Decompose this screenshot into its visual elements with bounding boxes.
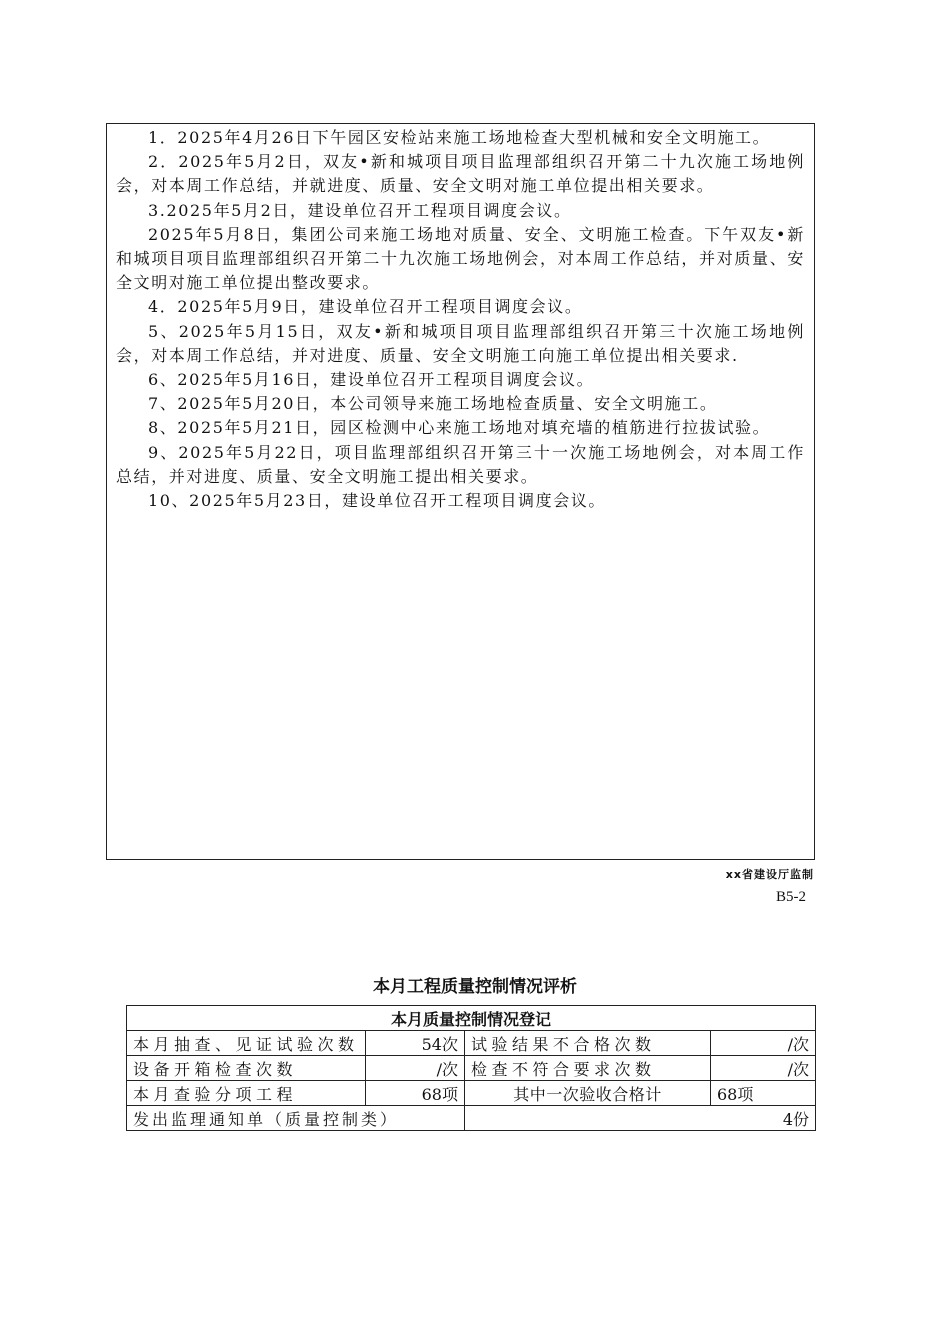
table-row (127, 1106, 816, 1131)
cell-value-b: /次 (711, 1056, 816, 1081)
cell-value-a: /次 (366, 1056, 465, 1081)
notice-value: 4份 (465, 1106, 816, 1131)
cell-label-b: 其中一次验收合格计 (465, 1081, 711, 1106)
log-line-4: 2025年5月8日，集团公司来施工场地对质量、安全、文明施工检查。下午双友•新和城项目项目监理部组织召开第二十九次施工场地例会，对本周工作总结，并对质量、安全文明对施工单位提出整改要求。 (116, 224, 805, 293)
log-line-1: 1．2025年4月26日下午园区安检站来施工场地检查大型机械和安全文明施工。 (148, 128, 771, 147)
table-header: 本月质量控制情况登记 (127, 1006, 816, 1031)
cell-value-b: 68项 (711, 1081, 816, 1106)
log-line-5: 4．2025年5月9日，建设单位召开工程项目调度会议。 (148, 297, 583, 317)
table-row (127, 1056, 816, 1081)
log-line-3: 3.2025年5月2日，建设单位召开工程项目调度会议。 (148, 200, 572, 220)
supervise-note: xx省建设厅监制 (725, 868, 814, 881)
cell-value-a: 54次 (366, 1031, 465, 1056)
table-row (127, 1081, 816, 1106)
supervision-log-box (106, 123, 815, 860)
log-line-9: 8、2025年5月21日，园区检测中心来施工场地对填充墙的植筋进行拉拔试验。 (148, 418, 771, 438)
cell-label-b: 试验结果不合格次数 (465, 1031, 711, 1056)
cell-value-b: /次 (711, 1031, 816, 1056)
log-line-6: 5、2025年5月15日，双友•新和城项目项目监理部组织召开第三十次施工场地例会，对本周工作总结，并对进度、质量、安全文明施工向施工单位提出相关要求. (116, 321, 805, 365)
form-code: B5-2 (776, 889, 806, 905)
cell-label-a: 本月抽查、见证试验次数 (127, 1031, 366, 1056)
table-row (127, 1031, 816, 1056)
notice-label: 发出监理通知单（质量控制类） (127, 1106, 465, 1131)
cell-label-b: 检查不符合要求次数 (465, 1056, 711, 1081)
table-header-row (127, 1006, 816, 1031)
log-line-10: 9、2025年5月22日，项目监理部组织召开第三十一次施工场地例会，对本周工作总结，并对进度、质量、安全文明施工提出相关要求。 (116, 442, 805, 486)
log-line-11: 10、2025年5月23日，建设单位召开工程项目调度会议。 (148, 491, 607, 511)
log-line-7: 6、2025年5月16日，建设单位召开工程项目调度会议。 (148, 370, 595, 390)
log-line-8: 7、2025年5月20日，本公司领导来施工场地检查质量、安全文明施工。 (148, 394, 718, 414)
log-line-2: 2．2025年5月2日，双友•新和城项目项目监理部组织召开第二十九次施工场地例会，对本周工作总结，并就进度、质量、安全文明对施工单位提出相关要求。 (116, 152, 805, 196)
cell-label-a: 本月查验分项工程 (127, 1081, 366, 1106)
cell-label-a: 设备开箱检查次数 (127, 1056, 366, 1081)
quality-control-table (126, 1005, 816, 1131)
section-title: 本月工程质量控制情况评析 (373, 977, 577, 997)
cell-value-a: 68项 (366, 1081, 465, 1106)
